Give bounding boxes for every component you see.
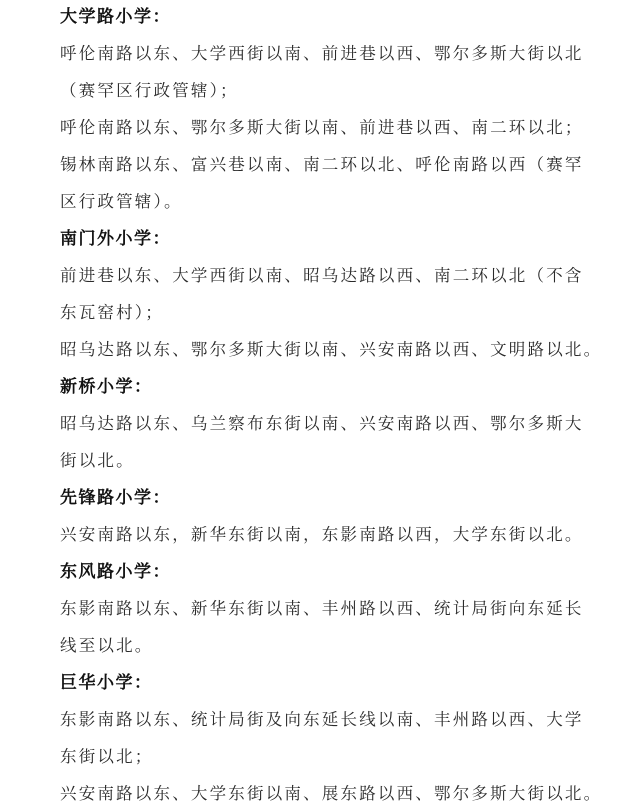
- text-line: 昭乌达路以东、鄂尔多斯大街以南、兴安南路以西、文明路以北。: [60, 340, 603, 359]
- text-line: 前进巷以东、大学西街以南、昭乌达路以西、南二环以北（不含: [60, 266, 584, 285]
- section-heading: 东风路小学：: [60, 562, 171, 582]
- text-line: 兴安南路以东，新华东街以南，东影南路以西，大学东街以北。: [60, 525, 584, 544]
- text-line: 兴安南路以东、大学东街以南、展东路以西、鄂尔多斯大街以北。: [60, 784, 603, 803]
- text-line: 呼伦南路以东、鄂尔多斯大街以南、前进巷以西、南二环以北；: [60, 118, 584, 137]
- text-line: 区行政管辖）。: [60, 192, 183, 211]
- section-heading: 巨华小学：: [60, 673, 153, 693]
- section-heading: 先锋路小学：: [60, 488, 171, 508]
- text-line: 街以北。: [60, 451, 135, 470]
- text-line: 昭乌达路以东、乌兰察布东街以南、兴安南路以西、鄂尔多斯大: [60, 414, 584, 433]
- text-line: （赛罕区行政管辖）；: [60, 81, 239, 100]
- text-line: 线至以北。: [60, 636, 154, 655]
- text-line: 呼伦南路以东、大学西街以南、前进巷以西、鄂尔多斯大街以北: [60, 44, 584, 63]
- section-heading: 新桥小学：: [60, 377, 153, 397]
- text-line: 东影南路以东、新华东街以南、丰州路以西、统计局街向东延长: [60, 599, 584, 618]
- section-heading: 大学路小学：: [60, 7, 171, 27]
- text-line: 东街以北；: [60, 747, 154, 766]
- section-heading: 南门外小学：: [60, 229, 171, 249]
- text-line: 锡林南路以东、富兴巷以南、南二环以北、呼伦南路以西（赛罕: [60, 155, 584, 174]
- text-line: 东瓦窑村）；: [60, 303, 164, 322]
- text-line: 东影南路以东、统计局街及向东延长线以南、丰州路以西、大学: [60, 710, 584, 729]
